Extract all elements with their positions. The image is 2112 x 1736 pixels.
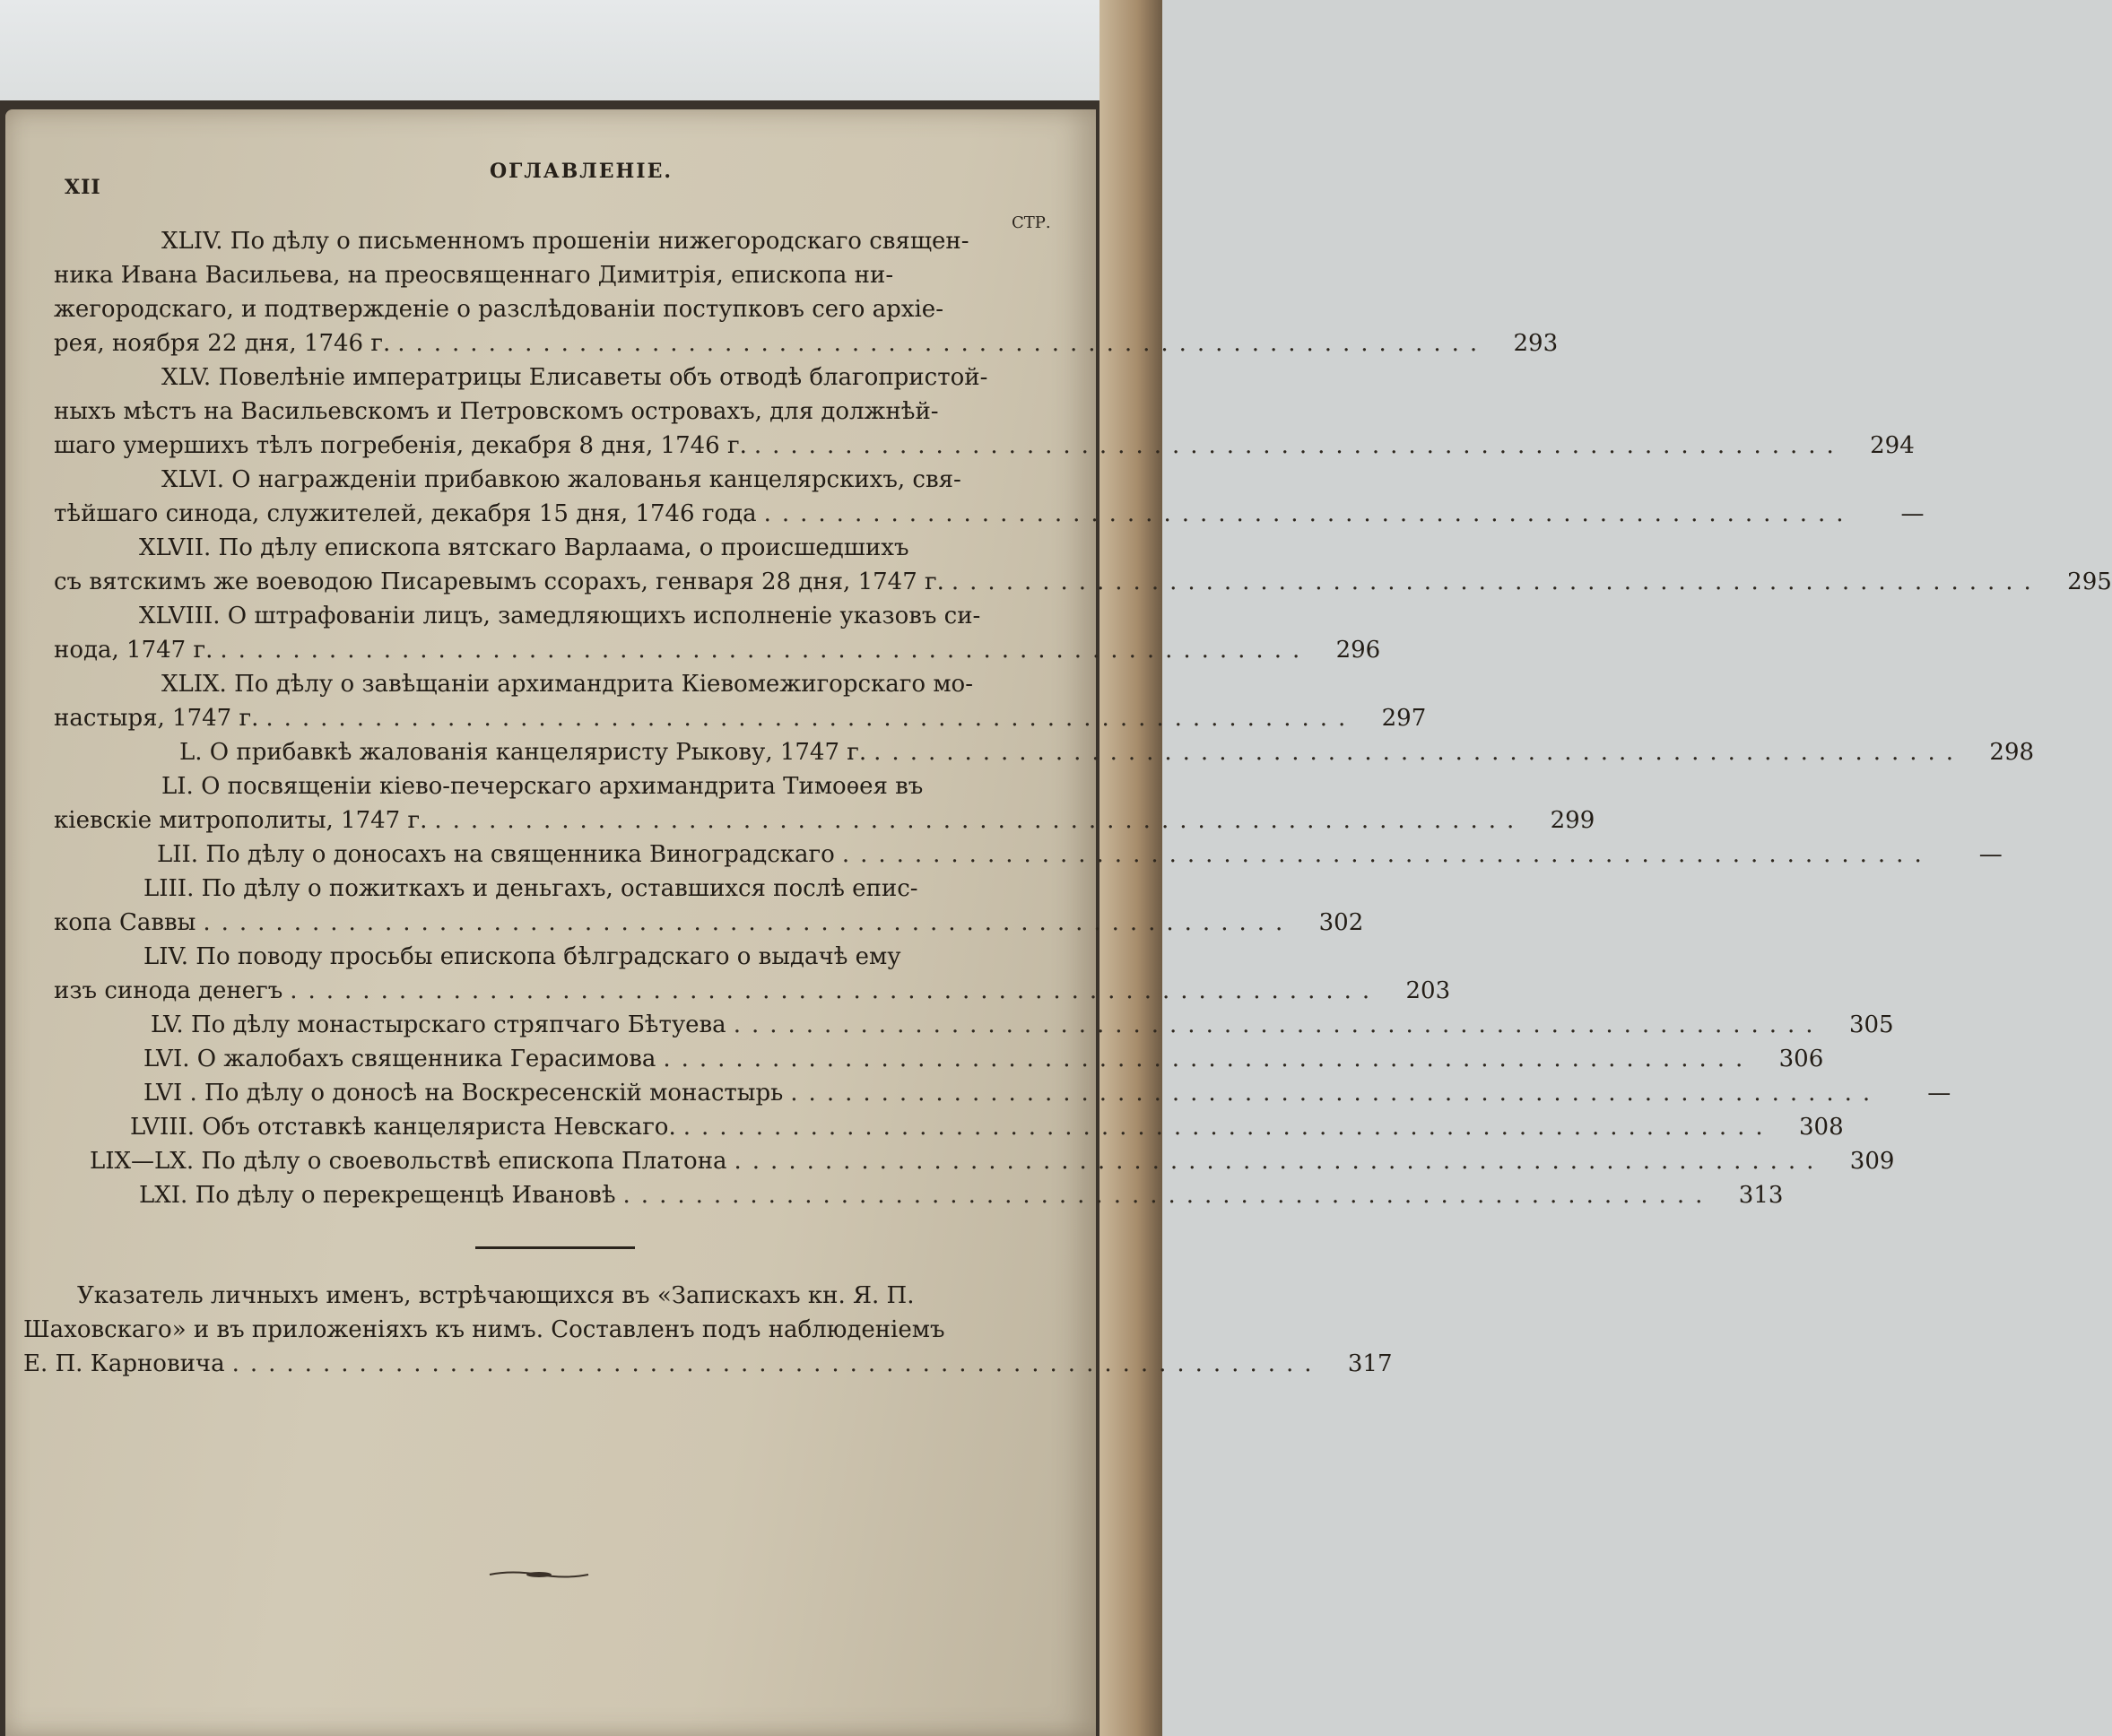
dot-leader: ............................................................ xyxy=(663,1046,1754,1072)
toc-entry-line xyxy=(54,940,1051,974)
toc-entry-text: LVI . По дѣлу о доносѣ на Воскресенскій монастырь xyxy=(143,1080,784,1107)
toc-entry-text: LVI. О жалобахъ священника Герасимова xyxy=(143,1046,656,1072)
page-folio: XII xyxy=(65,176,101,199)
toc-entry-text: XLVIII. О штрафованіи лицъ, замедляющихъ исполненіе указовъ си- xyxy=(139,603,981,629)
dot-leader: ............................................................ xyxy=(951,569,2042,595)
toc-entry-text: XLV. Повелѣніе императрицы Елисаветы объ отводѣ благопристой- xyxy=(161,364,988,391)
dot-leader: ............................................................ xyxy=(397,330,1489,357)
index-entry-line xyxy=(23,1279,1055,1313)
toc-entry-page-number: 296 xyxy=(1335,637,1381,664)
toc-entry-page-number: 297 xyxy=(1381,705,1427,732)
toc-entry-line xyxy=(54,463,1051,497)
toc-entry-line xyxy=(54,258,1051,292)
toc-entry xyxy=(54,667,1427,735)
toc-entry-line xyxy=(54,1110,1844,1144)
toc-entry xyxy=(54,735,2035,769)
toc-entry-line xyxy=(54,497,1925,531)
toc-entry-line xyxy=(54,974,1451,1008)
index-entry-text: Шаховскаго» и въ приложеніяхъ къ нимъ. Составленъ подъ наблюденіемъ xyxy=(23,1316,945,1343)
toc-entry xyxy=(54,531,2112,599)
toc-entry-text: рея, ноября 22 дня, 1746 г. xyxy=(54,330,391,357)
toc-entry-line xyxy=(54,292,1051,326)
toc-entry xyxy=(54,940,1451,1008)
toc-entry xyxy=(54,838,2003,872)
dot-leader: ............................................................ xyxy=(873,739,1965,766)
toc-entry-line xyxy=(54,531,1051,565)
toc-entry-text: LXI. По дѣлу о перекрещенцѣ Ивановѣ xyxy=(139,1182,616,1209)
toc-entry-text: изъ синода денегъ xyxy=(54,977,283,1004)
toc-entry-text: ника Ивана Васильева, на преосвященнаго Димитрія, епископа ни- xyxy=(54,262,894,289)
index-entry xyxy=(23,1279,1393,1381)
toc-entry xyxy=(54,769,1595,838)
toc-entry-text: ныхъ мѣстъ на Васильевскомъ и Петровскомъ островахъ, для должнѣй- xyxy=(54,398,939,425)
toc-entry-page-number: — xyxy=(1978,841,2003,868)
toc-entry-page-number: 294 xyxy=(1870,432,1915,459)
toc-entry xyxy=(54,1076,1951,1110)
index-entry-line xyxy=(23,1347,1393,1381)
toc-entry-page-number: 308 xyxy=(1798,1114,1844,1141)
toc-entry-text: LVIII. Объ отставкѣ канцеляриста Невскаго. xyxy=(130,1114,676,1141)
toc-entry-text: копа Саввы xyxy=(54,909,196,936)
toc-entry-line xyxy=(54,395,1051,429)
dot-leader: ............................................................ xyxy=(753,432,1845,459)
toc-entry-line xyxy=(54,633,1381,667)
index-entry-page-number: 317 xyxy=(1347,1350,1393,1377)
dot-leader: ............................................................ xyxy=(841,841,1933,868)
toc-entry xyxy=(54,1110,1844,1144)
dot-leader: ............................................................ xyxy=(622,1182,1714,1209)
toc-entry xyxy=(54,360,1915,463)
dot-leader: ............................................................ xyxy=(682,1114,1774,1141)
toc-entry-text: шаго умершихъ тѣлъ погребенія, декабря 8 дня, 1746 г. xyxy=(54,432,747,459)
index-entry-text: Указатель личныхъ именъ, встрѣчающихся въ «Запискахъ кн. Я. П. xyxy=(77,1282,915,1309)
dot-leader: ............................................................ xyxy=(290,977,1381,1004)
toc-entry-text: съ вятскимъ же воеводою Писаревымъ ссорахъ, генваря 28 дня, 1747 г. xyxy=(54,569,944,595)
toc-entry-line xyxy=(54,224,1051,258)
dot-leader: ............................................................ xyxy=(790,1080,1882,1107)
toc-entry-line xyxy=(54,599,1051,633)
toc-entry-text: LIX—LX. По дѣлу о своевольствѣ епископа Платона xyxy=(90,1148,727,1175)
toc-entry-page-number: 306 xyxy=(1778,1046,1824,1072)
toc-entry-line xyxy=(54,1178,1784,1212)
toc-entry-line xyxy=(54,326,1559,360)
index-entry-line xyxy=(23,1313,1055,1347)
running-head: ОГЛАВЛЕНІЕ. xyxy=(489,160,674,183)
toc-entry-line xyxy=(54,1076,1951,1110)
dot-leader: ............................................................ xyxy=(734,1148,1825,1175)
toc-entry xyxy=(54,1008,1894,1042)
toc-entry-line xyxy=(54,838,2003,872)
toc-entry-text: LII. По дѣлу о доносахъ на священника Виноградскаго xyxy=(157,841,835,868)
toc-entry-line xyxy=(54,667,1051,701)
toc-entry-page-number: 305 xyxy=(1848,1011,1894,1038)
toc-entry-text: жегородскаго, и подтвержденіе о разслѣдованіи поступковъ сего архіе- xyxy=(54,296,943,323)
ornament-divider xyxy=(490,1570,588,1579)
toc-entry-line xyxy=(54,872,1051,906)
dot-leader: ............................................................ xyxy=(265,705,1357,732)
toc-entry-page-number: 309 xyxy=(1849,1148,1895,1175)
toc-entry-text: кіевскіе митрополиты, 1747 г. xyxy=(54,807,428,834)
toc-entry-line xyxy=(54,1042,1824,1076)
toc-entry-line xyxy=(54,701,1427,735)
toc-entry-text: LI. О посвященіи кіево-печерскаго архимандрита Тимоѳея въ xyxy=(161,773,924,800)
toc-entry xyxy=(54,599,1381,667)
toc-entry-line xyxy=(54,1008,1894,1042)
toc-entry xyxy=(54,224,1559,360)
toc-entry-page-number: 302 xyxy=(1318,909,1364,936)
toc-entry-text: XLIV. По дѣлу о письменномъ прошеніи нижегородскаго священ- xyxy=(161,228,969,255)
toc-entry xyxy=(54,1042,1824,1076)
toc-entry xyxy=(54,872,1364,940)
toc-entry-line xyxy=(54,769,1051,803)
toc-entry-text: XLVI. О награжденіи прибавкою жалованья канцелярскихъ, свя- xyxy=(161,466,961,493)
dot-leader: ............................................................ xyxy=(763,500,1855,527)
toc-entry xyxy=(54,1144,1895,1178)
toc-entry-page-number: 298 xyxy=(1989,739,2035,766)
dot-leader: ............................................................ xyxy=(434,807,1525,834)
toc-entry-page-number: — xyxy=(1927,1080,1951,1107)
toc-entry xyxy=(54,463,1925,531)
toc-entry-line xyxy=(54,429,1915,463)
toc-entry-text: XLIX. По дѣлу о завѣщаніи архимандрита Кіевомежигорскаго мо- xyxy=(161,671,973,698)
dot-leader: ............................................................ xyxy=(231,1350,1323,1377)
toc-entry-text: нода, 1747 г. xyxy=(54,637,213,664)
section-rule xyxy=(475,1246,635,1249)
toc-entry-page-number: 313 xyxy=(1738,1182,1784,1209)
toc-entry-page-number: 293 xyxy=(1513,330,1559,357)
index-entry-text: Е. П. Карновича xyxy=(23,1350,225,1377)
toc-entry-text: L. О прибавкѣ жалованія канцеляристу Рыкову, 1747 г. xyxy=(179,739,867,766)
toc-entry-text: настыря, 1747 г. xyxy=(54,705,259,732)
toc-entry-line xyxy=(54,565,2112,599)
toc-entry-text: LIV. По поводу просьбы епископа бѣлградскаго о выдачѣ ему xyxy=(143,943,901,970)
dot-leader: ............................................................ xyxy=(733,1011,1824,1038)
toc-entry-text: LIII. По дѣлу о пожиткахъ и деньгахъ, оставшихся послѣ епис- xyxy=(143,875,918,902)
toc-entry-line xyxy=(54,803,1595,838)
toc-entry-page-number: 295 xyxy=(2067,569,2112,595)
dot-leader: ............................................................ xyxy=(203,909,1294,936)
toc-entry-page-number: 299 xyxy=(1550,807,1595,834)
toc-entry-line xyxy=(54,360,1051,395)
table-of-contents xyxy=(54,224,2112,1212)
toc-entry xyxy=(54,1178,1784,1212)
toc-entry-line xyxy=(54,1144,1895,1178)
toc-entry-page-number: 203 xyxy=(1405,977,1451,1004)
toc-entry-text: XLVII. По дѣлу епископа вятскаго Варлаама, о происшедшихъ xyxy=(139,534,909,561)
toc-entry-line xyxy=(54,735,2035,769)
toc-entry-text: тѣйшаго синода, служителей, декабря 15 дня, 1746 года xyxy=(54,500,757,527)
toc-entry-page-number: — xyxy=(1900,500,1925,527)
toc-entry-line xyxy=(54,906,1364,940)
dot-leader: ............................................................ xyxy=(220,637,1311,664)
page-column-label: СТР. xyxy=(1012,213,1051,232)
toc-entry-text: LV. По дѣлу монастырскаго стряпчаго Бѣтуева xyxy=(151,1011,726,1038)
